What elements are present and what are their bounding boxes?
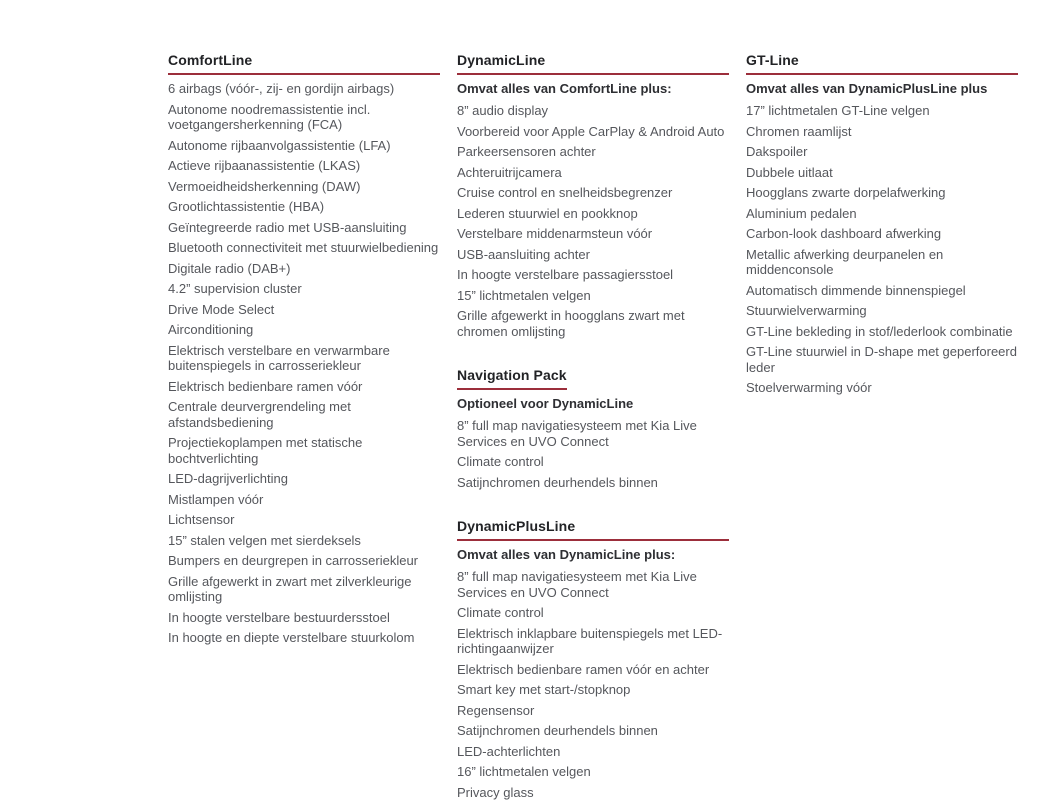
feature-item: Autonome noodremassistentie incl. voetgangersherkenning (FCA) (168, 101, 371, 132)
feature-item: Carbon-look dashboard afwerking (746, 226, 942, 241)
feature-item: Geïntegreerde radio met USB-aansluiting (168, 219, 407, 235)
feature-item: Dakspoiler (746, 144, 808, 159)
feature-item: 8” audio display (457, 103, 549, 118)
feature-item: Bumpers en deurgrepen in carrosseriekleur (168, 553, 419, 568)
feature-item: Grille afgewerkt in zwart met zilverkleurige omlijsting (168, 573, 412, 604)
feature-item: 15” lichtmetalen velgen (457, 287, 591, 303)
feature-item: Achteruitrijcamera (457, 164, 562, 180)
section-comfortline (168, 52, 440, 646)
feature-item: LED-achterlichten (457, 743, 561, 759)
feature-item: USB-aansluiting achter (457, 246, 590, 262)
feature-item: Airconditioning (168, 322, 254, 337)
feature-item: In hoogte verstelbare bestuurdersstoel (168, 609, 390, 625)
feature-item: Autonome rijbaanvolgassistentie (LFA) (168, 137, 391, 153)
feature-item: 17” lichtmetalen GT-Line velgen (746, 103, 930, 118)
section-navigation-pack (457, 367, 729, 490)
feature-item: Cruise control en snelheidsbegrenzer (457, 185, 673, 200)
section-dynamicline (457, 52, 729, 339)
feature-item: 8” full map navigatiesysteem met Kia Live Services en UVO Connect (457, 418, 697, 449)
feature-item: In hoogte en diepte verstelbare stuurkolom (168, 630, 415, 645)
comfortline-column (168, 52, 440, 800)
feature-item: Elektrisch inklapbare buitenspiegels met LED-richtingaanwijzer (457, 625, 723, 656)
feature-item: Grootlichtassistentie (HBA) (168, 199, 325, 214)
feature-item: Grille afgewerkt in hoogglans zwart met chromen omlijsting (457, 308, 685, 339)
section-intro-dynamicplusline: Omvat alles van DynamicLine plus: (457, 547, 676, 562)
feature-item: Centrale deurvergrendeling met afstandsbediening (168, 399, 351, 430)
feature-item: In hoogte verstelbare passagiersstoel (457, 267, 674, 282)
section-intro-navigation-pack: Optioneel voor DynamicLine (457, 396, 634, 411)
feature-item: Dubbele uitlaat (746, 164, 833, 180)
feature-item: Elektrisch bedienbare ramen vóór (168, 378, 363, 394)
feature-item: Stoelverwarming vóór (746, 380, 872, 395)
feature-item: Parkeersensoren achter (457, 144, 596, 159)
feature-item: 16” lichtmetalen velgen (457, 764, 591, 779)
section-title-gt-line: GT-Line (746, 52, 1018, 75)
feature-item: Climate control (457, 454, 544, 469)
feature-list-navigation-pack (457, 418, 729, 490)
feature-item: 15” stalen velgen met sierdeksels (168, 532, 361, 548)
feature-item: Verstelbare middenarmsteun vóór (457, 226, 653, 241)
feature-item: Hoogglans zwarte dorpelafwerking (746, 185, 946, 200)
dynamicline-column (457, 52, 729, 800)
feature-item: Automatisch dimmende binnenspiegel (746, 282, 966, 298)
feature-item: Actieve rijbaanassistentie (LKAS) (168, 158, 361, 173)
feature-item: 8” full map navigatiesysteem met Kia Live Services en UVO Connect (457, 569, 697, 600)
feature-item: Metallic afwerking deurpanelen en middenconsole (746, 246, 944, 277)
feature-list-dynamicline (457, 103, 729, 339)
feature-item: Bluetooth connectiviteit met stuurwielbediening (168, 240, 439, 255)
section-gt-line (746, 52, 1018, 396)
feature-item: Chromen raamlijst (746, 123, 852, 139)
feature-item: Stuurwielverwarming (746, 303, 867, 318)
feature-item: Projectiekoplampen met statische bochtverlichting (168, 435, 363, 466)
feature-item: Climate control (457, 605, 544, 620)
section-intro-gt-line: Omvat alles van DynamicPlusLine plus (746, 81, 988, 96)
feature-list-dynamicplusline (457, 569, 729, 800)
feature-item: Satijnchromen deurhendels binnen (457, 723, 658, 738)
feature-item: Mistlampen vóór (168, 491, 264, 507)
feature-item: LED-dagrijverlichting (168, 471, 288, 486)
section-title-comfortline: ComfortLine (168, 52, 440, 75)
feature-item: Vermoeidheidsherkenning (DAW) (168, 178, 361, 194)
feature-item: Regensensor (457, 702, 535, 718)
feature-item: Satijnchromen deurhendels binnen (457, 474, 658, 490)
feature-item: Digitale radio (DAB+) (168, 260, 291, 276)
section-title-dynamicplusline: DynamicPlusLine (457, 518, 729, 541)
feature-item: Lichtsensor (168, 512, 235, 527)
gtline-column (746, 52, 1018, 800)
feature-item: Smart key met start-/stopknop (457, 682, 631, 697)
feature-item: Drive Mode Select (168, 301, 275, 317)
feature-item: GT-Line bekleding in stof/lederlook combinatie (746, 323, 1013, 339)
section-title-navigation-pack: Navigation Pack (457, 367, 567, 390)
section-title-dynamicline: DynamicLine (457, 52, 729, 75)
feature-item: Lederen stuurwiel en pookknop (457, 205, 638, 221)
feature-item: 4.2” supervision cluster (168, 281, 302, 296)
feature-item: GT-Line stuurwiel in D-shape met geperforeerd leder (746, 344, 1017, 375)
section-intro-dynamicline: Omvat alles van ComfortLine plus: (457, 81, 672, 96)
feature-item: Voorbereid voor Apple CarPlay & Android Auto (457, 123, 725, 139)
feature-list-comfortline (168, 81, 440, 646)
feature-item: Elektrisch verstelbare en verwarmbare buitenspiegels in carrosseriekleur (168, 342, 390, 373)
feature-item: Elektrisch bedienbare ramen vóór en achter (457, 661, 710, 677)
feature-item: Privacy glass (457, 784, 534, 800)
section-dynamicplusline (457, 518, 729, 800)
feature-columns (168, 52, 1018, 800)
feature-item: 6 airbags (vóór-, zij- en gordijn airbags) (168, 81, 395, 96)
feature-item: Aluminium pedalen (746, 205, 857, 221)
feature-list-gt-line (746, 103, 1018, 396)
